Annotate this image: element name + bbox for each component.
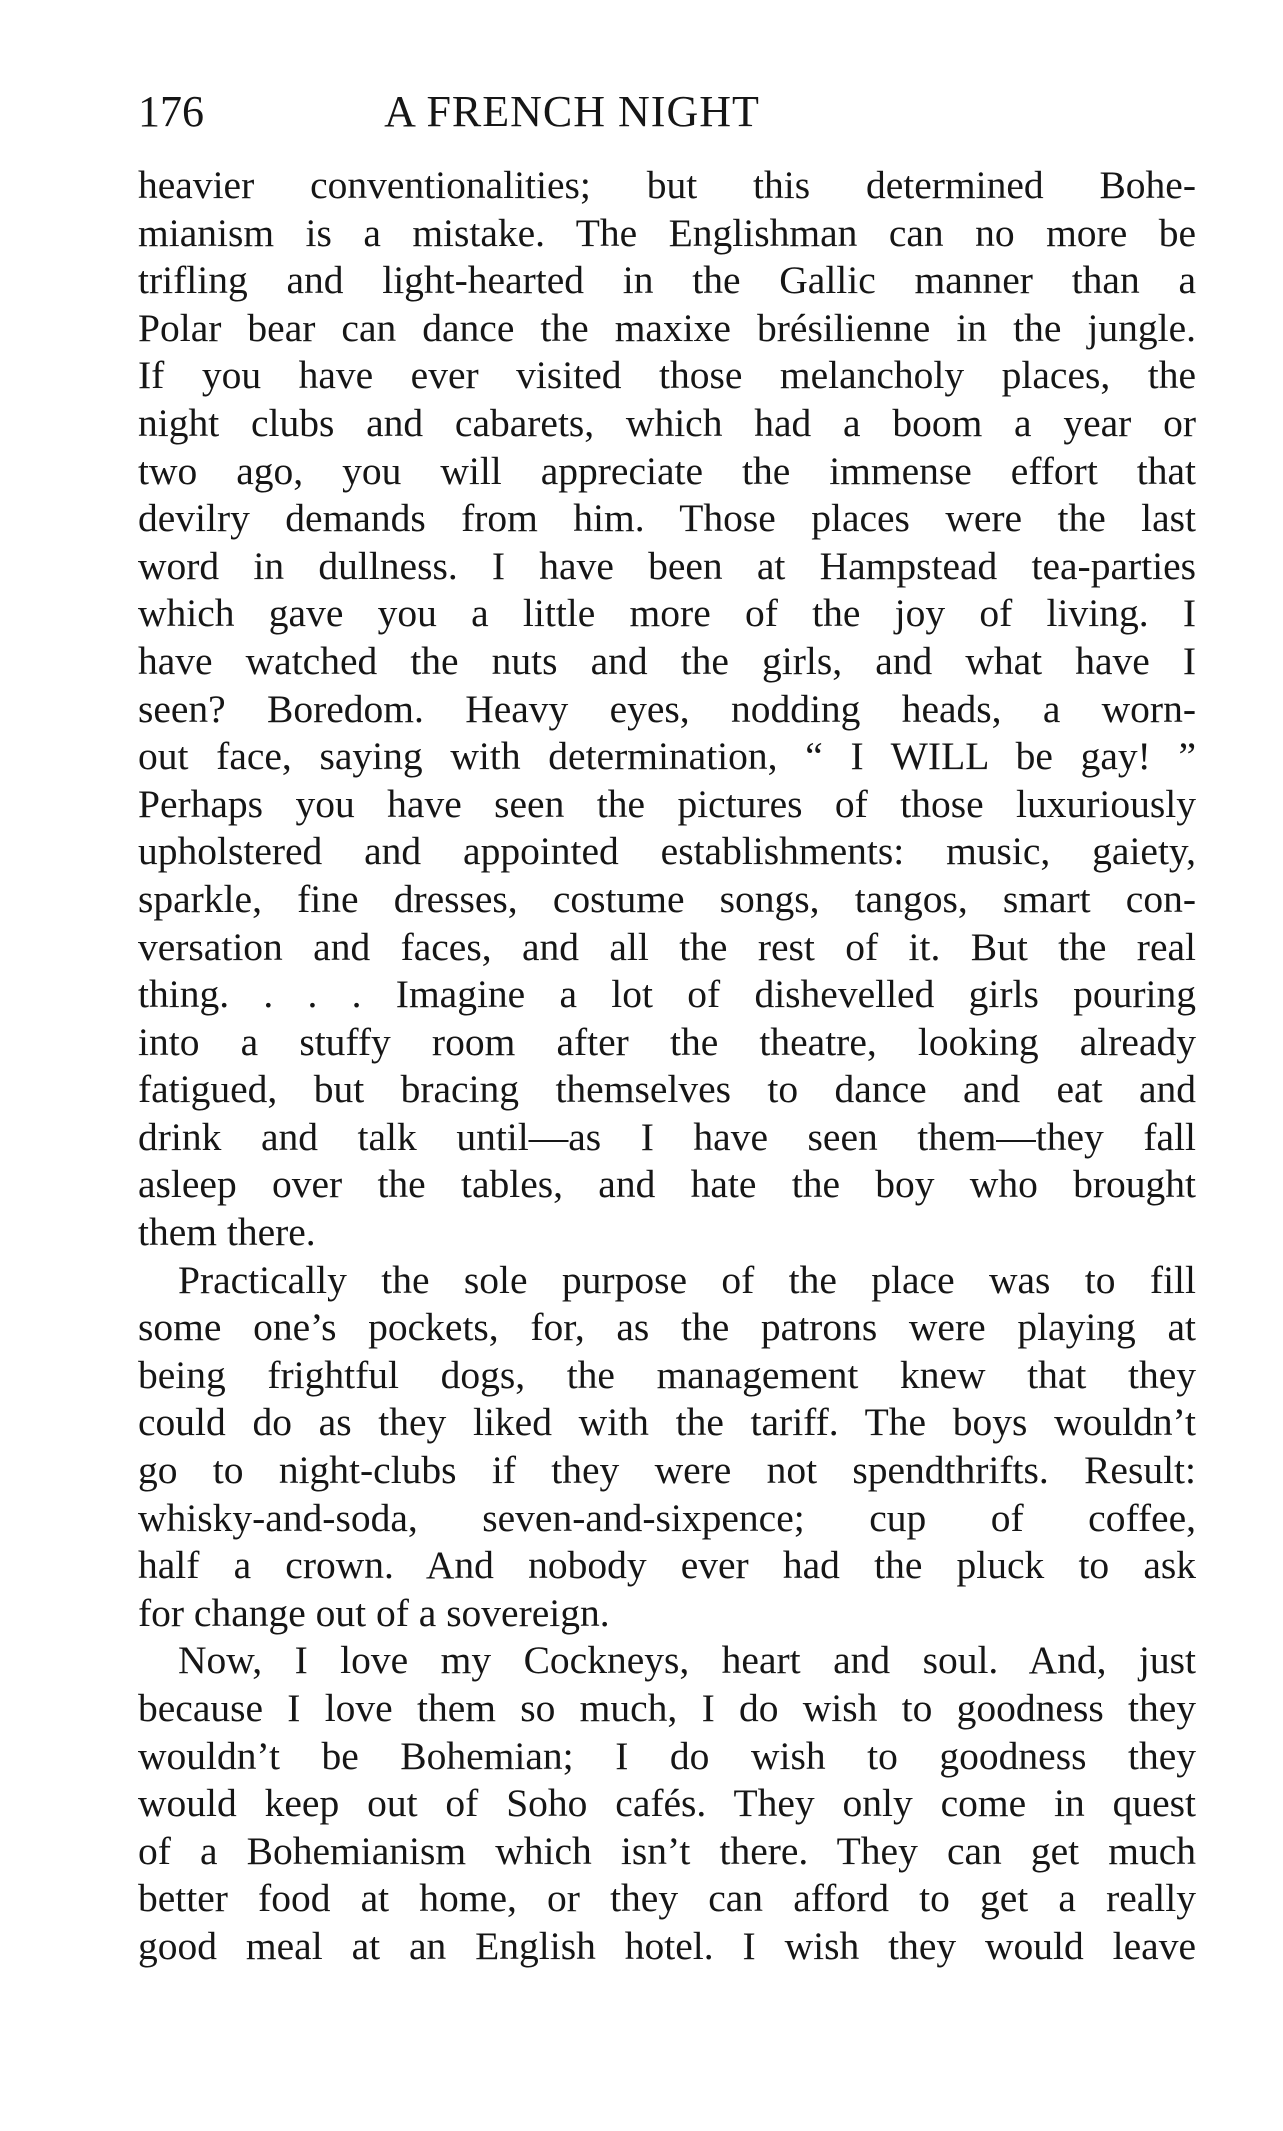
text-line: some one’s pockets, for, as the patrons were playing at [138, 1305, 1196, 1350]
text-line: wouldn’t be Bohemian; I do wish to goodness they [138, 1733, 1196, 1778]
text-line: two ago, you will appreciate the immense effort that [138, 448, 1196, 493]
text-line: go to night-clubs if they were not spendthrifts. Result: [138, 1448, 1196, 1493]
text-line: drink and talk until—as I have seen them—they fall [138, 1114, 1196, 1159]
text-line: would keep out of Soho cafés. They only come in quest [138, 1781, 1196, 1826]
text-line: into a stuffy room after the theatre, looking already [138, 1019, 1196, 1064]
body-text [138, 162, 1196, 1971]
paragraph-start-line: Practically the sole purpose of the place was to fill [178, 1257, 1196, 1302]
text-line: good meal at an English hotel. I wish they would leave [138, 1923, 1196, 1968]
text-line: Polar bear can dance the maxixe brésilienne in the jungle. [138, 305, 1196, 350]
text-line: mianism is a mistake. The Englishman can no more be [138, 210, 1196, 255]
text-line: out face, saying with determination, “ I WILL be gay! ” [138, 734, 1196, 779]
paragraph-end-line: for change out of a sovereign. [138, 1590, 610, 1635]
text-line: have watched the nuts and the girls, and what have I [138, 638, 1196, 683]
text-line: Perhaps you have seen the pictures of those luxuriously [138, 781, 1196, 826]
text-line: of a Bohemianism which isn’t there. They can get much [138, 1828, 1196, 1873]
text-line: half a crown. And nobody ever had the pluck to ask [138, 1543, 1196, 1588]
text-line: fatigued, but bracing themselves to dance and eat and [138, 1067, 1196, 1112]
text-line: night clubs and cabarets, which had a boom a year or [138, 400, 1196, 445]
text-line: upholstered and appointed establishments: music, gaiety, [138, 829, 1196, 874]
text-line: seen? Boredom. Heavy eyes, nodding heads, a worn- [138, 686, 1196, 731]
text-line: devilry demands from him. Those places were the last [138, 496, 1196, 541]
text-line: sparkle, fine dresses, costume songs, tangos, smart con- [138, 876, 1196, 921]
text-line: heavier conventionalities; but this determined Bohe- [138, 163, 1196, 207]
page-number: 176 [138, 87, 204, 136]
text-line: versation and faces, and all the rest of it. But the real [138, 924, 1196, 969]
text-line: which gave you a little more of the joy of living. I [138, 591, 1196, 636]
page-header [138, 84, 1196, 140]
text-line: word in dullness. I have been at Hampstead tea-parties [138, 543, 1196, 588]
text-line: thing. . . . Imagine a lot of dishevelled girls pouring [138, 972, 1196, 1017]
paragraph-end-line: them there. [138, 1210, 316, 1255]
text-line: If you have ever visited those melancholy places, the [138, 353, 1196, 398]
text-line: trifling and light-hearted in the Gallic manner than a [138, 258, 1196, 303]
text-line: whisky-and-soda, seven-and-sixpence; cup of coffee, [138, 1495, 1196, 1540]
text-line: could do as they liked with the tariff. The boys wouldn’t [138, 1400, 1196, 1445]
text-line: better food at home, or they can afford to get a really [138, 1876, 1196, 1921]
paragraph-start-line: Now, I love my Cockneys, heart and soul. And, just [178, 1638, 1196, 1683]
text-line: because I love them so much, I do wish to goodness they [138, 1686, 1196, 1730]
running-title: A FRENCH NIGHT [384, 87, 760, 136]
text-line: asleep over the tables, and hate the boy who brought [138, 1162, 1196, 1207]
text-line: being frightful dogs, the management knew that they [138, 1352, 1196, 1397]
